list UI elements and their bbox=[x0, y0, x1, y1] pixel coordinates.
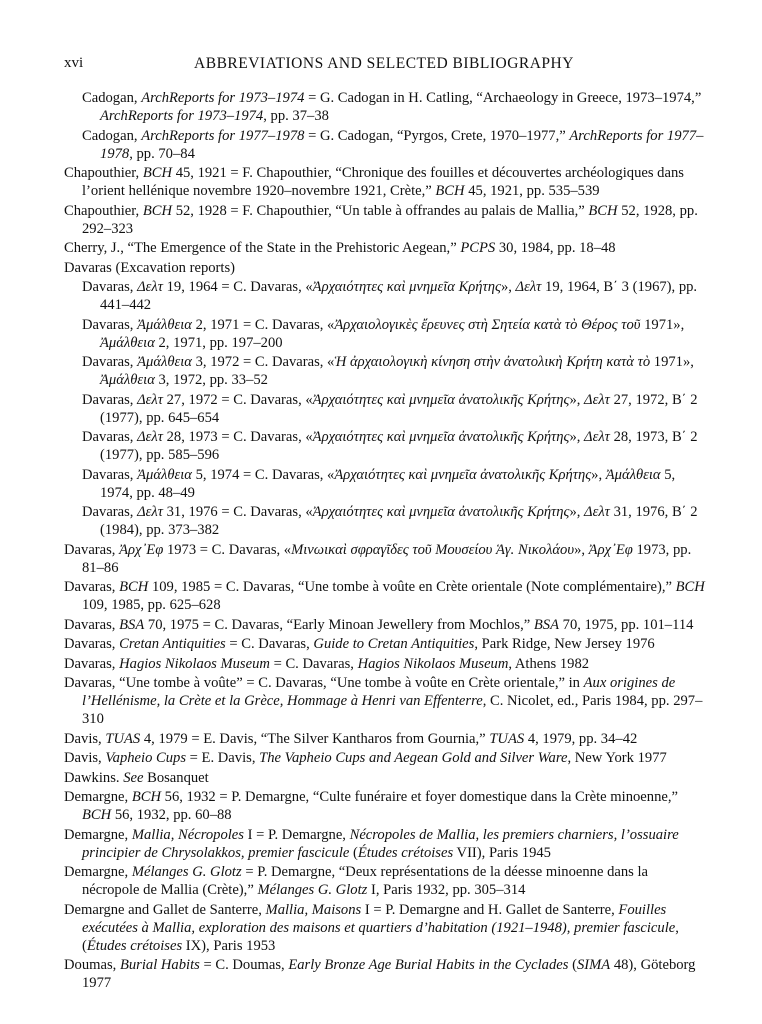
running-title: ABBREVIATIONS AND SELECTED BIBLIOGRAPHY bbox=[194, 55, 574, 72]
bibliography-entry: Davaras, BCH 109, 1985 = C. Davaras, “Une tombe à voûte en Crète orientale (Note complémentaire),” BCH 109, 1985, pp. 625–628 bbox=[64, 579, 705, 613]
bibliography-entry: Davaras, Δελτ 28, 1973 = C. Davaras, «Ἀρχαιότητες καὶ μνημεῖα ἀνατολικῆς Κρήτης», Δελτ 28, 1973, Β΄ 2 (1977), pp. 585–596 bbox=[82, 429, 698, 463]
bibliography-list bbox=[64, 89, 706, 992]
bibliography-entry: Demargne and Gallet de Santerre, Mallia, Maisons I = P. Demargne and H. Gallet de Santerre, Fouilles exécutées à Mallia, exploration des maisons et quartiers d’habitation (1921–1948), premier fascicule, (Études crétoises IX), Paris 1953 bbox=[64, 901, 679, 954]
bibliography-entry: Davaras, Ἀμάλθεια 3, 1972 = C. Davaras, «Ἡ ἀρχαιολογικὴ κίνηση στὴν ἀνατολικὴ Κρήτη κατὰ τὸ 1971», Ἀμάλθεια 3, 1972, pp. 33–52 bbox=[82, 354, 694, 388]
bibliography-entry: Davaras, Ἀμάλθεια 5, 1974 = C. Davaras, «Ἀρχαιότητες καὶ μνημεῖα ἀνατολικῆς Κρήτης», Ἀμάλθεια 5, 1974, pp. 48–49 bbox=[82, 466, 676, 501]
bibliography-entry: Demargne, BCH 56, 1932 = P. Demargne, “Culte funéraire et foyer domestique dans la Crète minoenne,” BCH 56, 1932, pp. 60–88 bbox=[64, 789, 678, 823]
bibliography-entry: Davaras (Excavation reports) bbox=[64, 259, 235, 276]
bibliography-entry: Davaras, Ἀμάλθεια 2, 1971 = C. Davaras, «Ἀρχαιολογικὲς ἔρευνες στὴ Σητεία κατὰ τὸ Θέρος τοῦ 1971», Ἀμάλθεια 2, 1971, pp. 197–200 bbox=[82, 316, 685, 351]
bibliography-entry: Dawkins. See Bosanquet bbox=[64, 769, 209, 786]
bibliography-entry: Cadogan, ArchReports for 1977–1978 = G. Cadogan, “Pyrgos, Crete, 1970–1977,” ArchReports for 1977–1978, pp. 70–84 bbox=[82, 127, 704, 162]
bibliography-entry: Demargne, Mélanges G. Glotz = P. Demargne, “Deux représentations de la déesse minoenne dans la nécropole de Mallia (Crète),” Mélanges G. Glotz I, Paris 1932, pp. 305–314 bbox=[64, 864, 648, 898]
page-header bbox=[64, 55, 704, 75]
bibliography-entry: Davaras, Cretan Antiquities = C. Davaras, Guide to Cretan Antiquities, Park Ridge, New Jersey 1976 bbox=[64, 636, 655, 652]
bibliography-entry: Davaras, Hagios Nikolaos Museum = C. Davaras, Hagios Nikolaos Museum, Athens 1982 bbox=[64, 655, 590, 672]
page-number: xvi bbox=[64, 55, 84, 71]
bibliography-entry: Demargne, Mallia, Nécropoles I = P. Demargne, Nécropoles de Mallia, les premiers charniers, l’ossuaire principier de Chrysolakkos, premier fascicule (Études crétoises VII), Paris 1945 bbox=[64, 826, 679, 861]
bibliography-entry: Doumas, Burial Habits = C. Doumas, Early Bronze Age Burial Habits in the Cyclades (SIMA 48), Göteborg 1977 bbox=[64, 957, 696, 991]
bibliography-entry: Davaras, BSA 70, 1975 = C. Davaras, “Early Minoan Jewellery from Mochlos,” BSA 70, 1975, pp. 101–114 bbox=[64, 616, 694, 633]
bibliography-entry: Davaras, Δελτ 19, 1964 = C. Davaras, «Ἀρχαιότητες καὶ μνημεῖα Κρήτης», Δελτ 19, 1964, Β΄ 3 (1967), pp. 441–442 bbox=[82, 279, 698, 313]
bibliography-entry: Davaras, Δελτ 27, 1972 = C. Davaras, «Ἀρχαιότητες καὶ μνημεῖα ἀνατολικῆς Κρήτης», Δελτ 27, 1972, Β΄ 2 (1977), pp. 645–654 bbox=[82, 391, 698, 426]
bibliography-entry: Davaras, “Une tombe à voûte” = C. Davaras, “Une tombe à voûte en Crète orientale,” in Aux origines de l’Hellénisme, la Crète et la Grèce, Hommage à Henri van Effenterre, C. Nicolet, ed., Paris 1984, pp. 297–310 bbox=[64, 675, 703, 727]
bibliography-entry: Chapouthier, BCH 52, 1928 = F. Chapouthier, “Un table à offrandes au palais de Mallia,” BCH 52, 1928, pp. 292–323 bbox=[64, 202, 698, 237]
bibliography-entry: Davis, TUAS 4, 1979 = E. Davis, “The Silver Kantharos from Gournia,” TUAS 4, 1979, pp. 34–42 bbox=[64, 730, 638, 747]
bibliography-entry: Davis, Vapheio Cups = E. Davis, The Vapheio Cups and Aegean Gold and Silver Ware, New York 1977 bbox=[64, 750, 667, 766]
bibliography-entry: Cherry, J., “The Emergence of the State in the Prehistoric Aegean,” PCPS 30, 1984, pp. 18–48 bbox=[64, 240, 616, 256]
bibliography-entry: Cadogan, ArchReports for 1973–1974 = G. Cadogan in H. Catling, “Archaeology in Greece, 1973–1974,” ArchReports for 1973–1974, pp. 37–38 bbox=[82, 90, 702, 124]
bibliography-entry: Davaras, Δελτ 31, 1976 = C. Davaras, «Ἀρχαιότητες καὶ μνημεῖα ἀνατολικῆς Κρήτης», Δελτ 31, 1976, Β΄ 2 (1984), pp. 373–382 bbox=[82, 504, 698, 538]
bibliography-entry: Davaras, Ἀρχ᾽Εφ 1973 = C. Davaras, «Μινωικαὶ σφραγῖδες τοῦ Μουσείου Ἁγ. Νικολάου», Ἀρχ᾽Εφ 1973, pp. 81–86 bbox=[64, 541, 692, 576]
bibliography-entry: Chapouthier, BCH 45, 1921 = F. Chapouthier, “Chronique des fouilles et découvertes archéologiques dans l’orient hellénique novembre 1920–novembre 1921, Crète,” BCH 45, 1921, pp. 535–539 bbox=[64, 165, 684, 199]
